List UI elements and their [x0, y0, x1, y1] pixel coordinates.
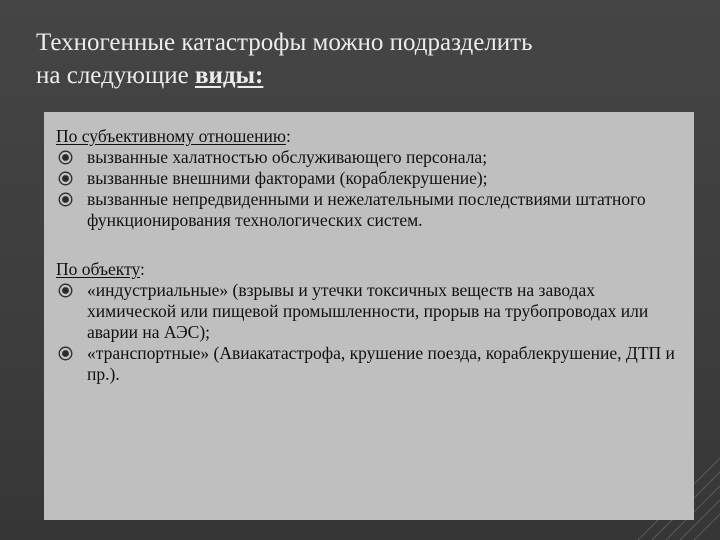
slide-title [36, 26, 676, 92]
list-item [56, 147, 684, 168]
list-item-text: «индустриальные» (взрывы и утечки токсичных веществ на заводах химической или пищевой промышленности, прорыв на трубопроводах или аварии на АЭС); [87, 280, 649, 342]
list-item-text: вызванные непредвиденными и нежелательными последствиями штатного функционирования технологических систем. [87, 189, 646, 230]
circle-bullet-icon [58, 150, 73, 165]
title-line-1: Техногенные катастрофы можно подразделить [36, 29, 533, 56]
section-heading-text: По объекту [56, 259, 141, 279]
list-item [56, 168, 684, 189]
section-heading [56, 259, 684, 280]
section-subjective [56, 126, 684, 231]
circle-bullet-icon [58, 283, 73, 298]
section-heading-colon: : [285, 126, 291, 146]
list-item [56, 189, 684, 231]
section-heading-text: По субъективному отношению [56, 126, 286, 146]
list-item [56, 343, 684, 385]
circle-bullet-icon [58, 192, 73, 207]
bullet-list [56, 280, 684, 385]
list-item [56, 280, 684, 343]
list-item-text: вызванные халатностью обслуживающего персонала; [87, 147, 488, 167]
circle-bullet-icon [58, 171, 73, 186]
title-line-2 [36, 59, 676, 92]
bullet-list [56, 147, 684, 231]
list-item-text: вызванные внешними факторами (кораблекрушение); [87, 168, 488, 188]
section-heading-colon: : [140, 259, 145, 279]
section-object [56, 259, 684, 385]
content-panel [44, 112, 694, 520]
section-heading [56, 126, 684, 147]
circle-bullet-icon [58, 346, 73, 361]
list-item-text: «транспортные» (Авиакатастрофа, крушение поезда, кораблекрушение, ДТП и пр.). [87, 343, 675, 384]
title-line-2-prefix: на следующие [36, 62, 195, 89]
section-spacer [56, 231, 684, 259]
title-emphasis: виды: [194, 62, 264, 89]
